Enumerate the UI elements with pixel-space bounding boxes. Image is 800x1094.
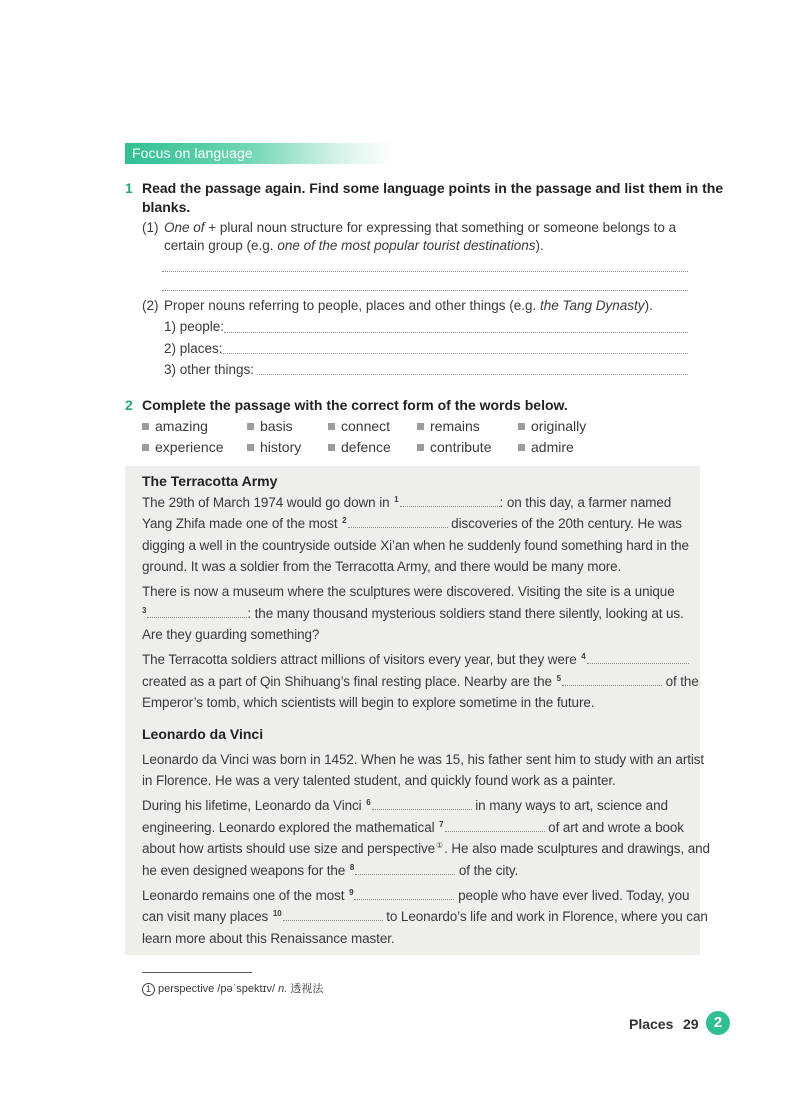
- q1-item-2-a: Proper nouns referring to people, places and other things (e.g.: [164, 298, 540, 313]
- text: . He also made sculptures and drawings, and: [444, 841, 710, 856]
- bullet-icon: [328, 444, 335, 451]
- word-bank-item: [142, 439, 224, 455]
- passage-1-line: [142, 673, 699, 691]
- blank-number: 4: [581, 652, 586, 661]
- q1-item-1-line2: [164, 237, 544, 255]
- q1-item-2-emphasis: the Tang Dynasty: [539, 298, 645, 313]
- text: : the many thousand mysterious soldiers stand there silently, looking at us.: [247, 606, 684, 621]
- passage-panel: [125, 466, 710, 955]
- bullet-icon: [518, 444, 525, 451]
- blank-8[interactable]: [355, 862, 455, 875]
- passage-1-line: There is now a museum where the sculptures were discovered. Visiting the site is a unique: [142, 584, 675, 599]
- word-bank-item: [518, 439, 574, 455]
- blank-4[interactable]: [587, 651, 689, 664]
- bullet-icon: [247, 444, 254, 451]
- passage-1-line: Are they guarding something?: [142, 627, 320, 642]
- passage-1-title: The Terracotta Army: [142, 473, 278, 489]
- chapter-label: Places: [629, 1016, 674, 1032]
- passage-2-title: Leonardo da Vinci: [142, 726, 264, 742]
- word-bank-item: [328, 439, 391, 455]
- text: he even designed weapons for the: [142, 863, 349, 878]
- word-bank-item: [417, 439, 491, 455]
- q1-item-1-line2-emphasis: one of the most popular tourist destinations: [277, 238, 536, 253]
- word-text: experience: [155, 439, 224, 455]
- answer-line-places[interactable]: [221, 353, 688, 354]
- text: created as a part of Qin Shihuang’s final resting place. Nearby are the: [142, 674, 556, 689]
- passage-1-line: [142, 651, 689, 669]
- text: of the city.: [455, 863, 519, 878]
- blank-number: 8: [349, 863, 355, 872]
- blank-number: 7: [439, 820, 444, 829]
- q1-sub-places-label: 2) places:: [164, 341, 223, 356]
- word-text: remains: [430, 418, 480, 434]
- passage-2-line: learn more about this Renaissance master.: [142, 931, 395, 946]
- passage-2-line: [142, 819, 684, 837]
- blank-6[interactable]: [372, 797, 472, 810]
- answer-line-1a[interactable]: [162, 271, 688, 272]
- footnote-divider: [142, 972, 252, 973]
- q1-sub-people-label: 1) people:: [164, 319, 225, 334]
- passage-1-line: digging a well in the countryside outside Xi’an when he suddenly found something hard in the: [142, 538, 689, 553]
- word-text: admire: [531, 439, 574, 455]
- q1-item-2-b: ).: [644, 298, 653, 313]
- passage-2-line: [142, 908, 708, 926]
- q1-sub-other-label: 3) other things:: [164, 362, 255, 377]
- q1-item-1-number: (1): [142, 220, 159, 235]
- text: : on this day, a farmer named: [499, 495, 672, 510]
- passage-1-line: Emperor’s tomb, which scientists will begin to explore sometime in the future.: [142, 695, 595, 710]
- answer-line-other-things[interactable]: [257, 374, 688, 375]
- word-text: history: [260, 439, 302, 455]
- footnote-number: 1: [142, 983, 155, 996]
- text: The Terracotta soldiers attract millions of visitors every year, but they were: [142, 652, 581, 667]
- blank-9[interactable]: [354, 887, 454, 900]
- passage-1-line: ground. It was a soldier from the Terracotta Army, and there would be many more.: [142, 559, 622, 574]
- question-1-instruction: [142, 179, 723, 217]
- blank-number: 6: [366, 798, 371, 807]
- q1-item-1-rest: + plural noun structure for expressing that something or someone belongs to a: [204, 220, 677, 235]
- passage-2-line: [142, 840, 710, 858]
- word-text: defence: [341, 439, 391, 455]
- page-footer: [0, 1014, 800, 1038]
- blank-number: 9: [349, 888, 354, 897]
- blank-number: 10: [272, 909, 282, 918]
- footnote-meaning: 透视法: [290, 983, 324, 995]
- word-bank-item: [417, 418, 480, 434]
- passage-2-line: [142, 797, 668, 815]
- blank-10[interactable]: [283, 908, 383, 921]
- passage-1-line: [142, 605, 684, 623]
- question-2-instruction: Complete the passage with the correct form of the words below.: [142, 397, 568, 413]
- text: of art and wrote a book: [544, 820, 684, 835]
- question-2-number: 2: [125, 397, 133, 413]
- bullet-icon: [328, 423, 335, 430]
- bullet-icon: [247, 423, 254, 430]
- passage-2-line: Leonardo da Vinci was born in 1452. When he was 15, his father sent him to study with an artist: [142, 752, 705, 767]
- word-text: connect: [341, 418, 391, 434]
- section-banner: [125, 143, 395, 164]
- q1-item-1-text: [164, 219, 676, 237]
- blank-2[interactable]: [348, 515, 448, 528]
- page-number: 29: [683, 1016, 699, 1032]
- word-bank-item: [328, 418, 390, 434]
- blank-number: 5: [556, 674, 561, 683]
- bullet-icon: [142, 444, 149, 451]
- section-banner-label: Focus on language: [132, 145, 253, 161]
- word-text: amazing: [155, 418, 208, 434]
- text: Yang Zhifa made one of the most: [142, 516, 342, 531]
- question-1-instruction-line2: blanks.: [142, 199, 191, 215]
- passage-1-line: [142, 515, 682, 533]
- word-bank-item: [518, 418, 586, 434]
- q1-item-2-text: [164, 297, 653, 315]
- footnote: [142, 980, 323, 996]
- passage-2-line: [142, 862, 518, 880]
- footnote-part-of-speech: n.: [278, 983, 288, 995]
- bullet-icon: [142, 423, 149, 430]
- text: discoveries of the 20th century. He was: [447, 516, 682, 531]
- text: During his lifetime, Leonardo da Vinci: [142, 798, 366, 813]
- text: to Leonardo’s life and work in Florence, where you can: [382, 909, 708, 924]
- text: Leonardo remains one of the most: [142, 888, 349, 903]
- text: can visit many places: [142, 909, 272, 924]
- passage-2-line: [142, 887, 689, 905]
- blank-number: 1: [394, 495, 399, 504]
- text: The 29th of March 1974 would go down in: [142, 495, 394, 510]
- bullet-icon: [518, 423, 525, 430]
- blank-number: 3: [142, 606, 147, 615]
- passage-1-line: [142, 494, 671, 512]
- q1-item-1-line2-a: certain group (e.g.: [164, 238, 278, 253]
- footnote-word: perspective /pəˈspektɪv/: [158, 983, 276, 995]
- question-1-instruction-line1: Read the passage again. Find some language points in the passage and list them in the: [142, 180, 724, 196]
- blank-1[interactable]: [400, 494, 500, 507]
- word-text: basis: [260, 418, 293, 434]
- text: about how artists should use size and perspective: [142, 841, 436, 856]
- bullet-icon: [417, 423, 424, 430]
- question-1-number: 1: [125, 180, 133, 196]
- text: of the: [661, 674, 699, 689]
- blank-3[interactable]: [147, 605, 247, 618]
- word-bank-item: [247, 439, 301, 455]
- q1-item-1-emphasis: One of: [164, 220, 205, 235]
- word-bank-item: [247, 418, 293, 434]
- q1-item-2-number: (2): [142, 298, 159, 313]
- blank-5[interactable]: [562, 673, 662, 686]
- passage-2-line: in Florence. He was a very talented student, and quickly found work as a painter.: [142, 773, 616, 788]
- unit-badge: 2: [706, 1011, 730, 1035]
- word-text: originally: [531, 418, 587, 434]
- answer-line-1b[interactable]: [162, 290, 688, 291]
- text: engineering. Leonardo explored the mathematical: [142, 820, 439, 835]
- footnote-mark: ①: [436, 841, 444, 850]
- blank-7[interactable]: [445, 819, 545, 832]
- word-bank-item: [142, 418, 208, 434]
- blank-number: 2: [342, 516, 347, 525]
- text: in many ways to art, science and: [471, 798, 668, 813]
- q1-item-1-line2-b: ).: [535, 238, 544, 253]
- answer-line-people[interactable]: [224, 332, 688, 333]
- text: people who have ever lived. Today, you: [454, 888, 690, 903]
- word-text: contribute: [430, 439, 492, 455]
- bullet-icon: [417, 444, 424, 451]
